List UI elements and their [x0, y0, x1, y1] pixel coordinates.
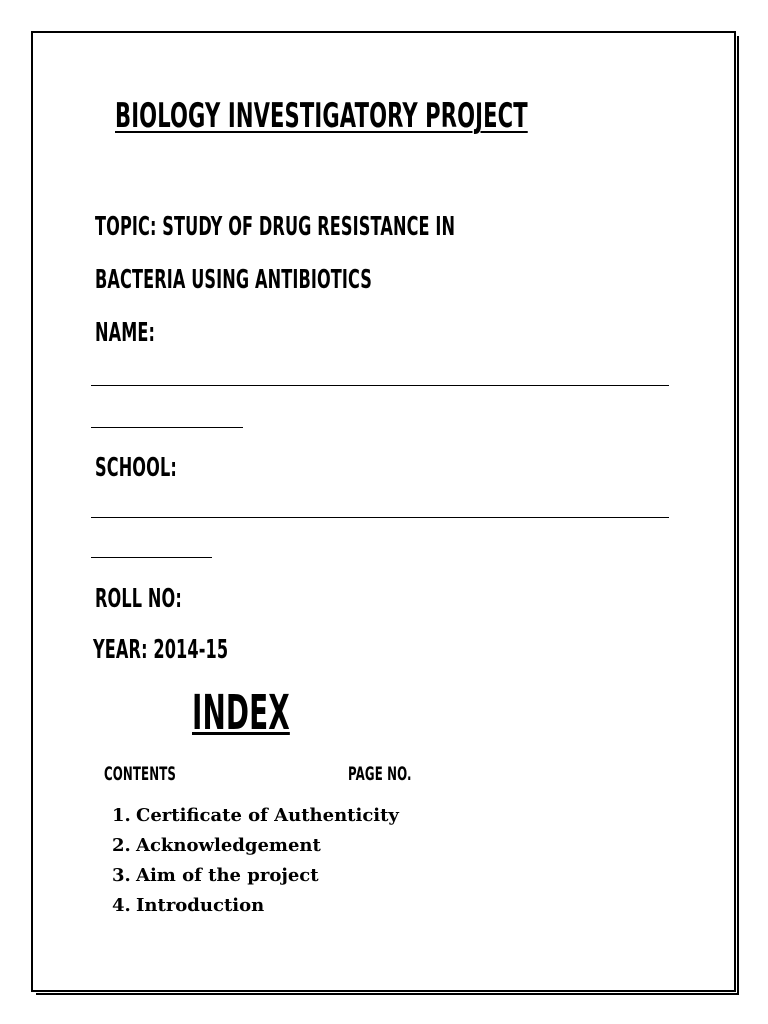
- school-blank-line: [91, 517, 669, 518]
- index-item: [112, 893, 399, 923]
- page-no-column-header: PAGE NO.: [348, 763, 412, 785]
- year-label: YEAR: 2014-15: [93, 635, 229, 665]
- name-blank-line-continued: [91, 427, 243, 428]
- index-item-label: Aim of the project: [136, 865, 319, 886]
- index-item-number: 4.: [112, 895, 131, 916]
- index-list: [112, 803, 399, 923]
- name-label: NAME:: [95, 318, 156, 348]
- index-item-label: Acknowledgement: [136, 835, 321, 856]
- index-heading: INDEX: [192, 685, 290, 741]
- name-blank-line: [91, 385, 669, 386]
- index-item: [112, 833, 399, 863]
- index-item: [112, 863, 399, 893]
- roll-no-label: ROLL NO:: [95, 584, 182, 614]
- index-item-number: 2.: [112, 835, 131, 856]
- topic-line-1: TOPIC: STUDY OF DRUG RESISTANCE IN: [95, 212, 456, 242]
- topic-line-2: BACTERIA USING ANTIBIOTICS: [95, 265, 373, 295]
- index-item-label: Certificate of Authenticity: [136, 805, 399, 826]
- index-item-number: 3.: [112, 865, 131, 886]
- school-label: SCHOOL:: [95, 453, 177, 483]
- index-item-label: Introduction: [136, 895, 265, 916]
- index-item: [112, 803, 399, 833]
- contents-column-header: CONTENTS: [104, 763, 176, 785]
- project-title: BIOLOGY INVESTIGATORY PROJECT: [115, 96, 528, 136]
- index-item-number: 1.: [112, 805, 131, 826]
- school-blank-line-continued: [91, 557, 212, 558]
